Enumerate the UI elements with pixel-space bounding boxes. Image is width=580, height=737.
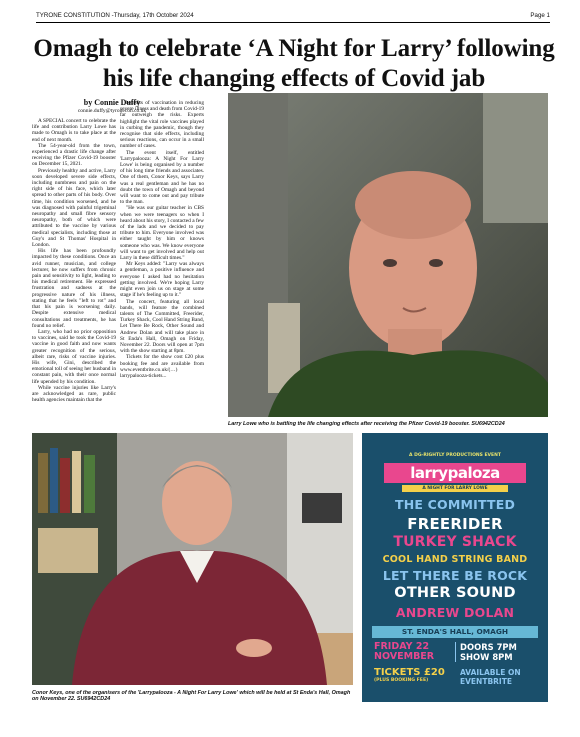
paragraph: Mr Keys added: "Larry was always a gentleman, a positive influence and everyone I asked had no hesitation getting involved. We're hoping Larry might even join us on stage at some stage if he's feeling up to it." bbox=[120, 261, 204, 299]
poster-act: OTHER SOUND bbox=[394, 585, 516, 601]
poster-act: ANDREW DOLAN bbox=[395, 605, 515, 620]
page-header bbox=[36, 10, 550, 23]
poster-act: THE COMMITTED bbox=[394, 497, 516, 512]
conor-keys-photo bbox=[32, 433, 353, 685]
poster-venue: ST. ENDA'S HALL, OMAGH bbox=[372, 626, 538, 638]
poster-date bbox=[374, 642, 450, 662]
poster-divider bbox=[455, 642, 456, 662]
article-column-1 bbox=[32, 118, 116, 420]
headline: Omagh to celebrate ‘A Night for Larry’ following his life changing effects of Covid jab bbox=[33, 35, 555, 92]
paragraph: While vaccine injuries like Larry's are acknowledged as rare, public health agencies maintain that the bbox=[32, 384, 116, 404]
byline-author: by Connie Duffy bbox=[83, 98, 141, 107]
poster-date-month: NOVEMBER bbox=[374, 651, 435, 662]
article-column-2 bbox=[120, 100, 204, 402]
paragraph: His life has been profoundly impacted by these conditions. Once an avid runner, musician, and college lecturer, he now suffers from chronic pain and sensitivity to light, leading to his medical retirement. He expressed frustration and sadness at the progressive nature of his illness, stating that he feels "left to rot" and that his pain is worsening daily. Despite extensive medical consultations and treatments, he has found no relief. bbox=[32, 248, 116, 329]
conor-keys-illustration bbox=[32, 433, 353, 685]
paragraph: Larry, who had no prior opposition to vaccines, said he took the Covid-19 vaccine in good faith and now wants greater recognition of the serious, albeit rare, risks of vaccine injuries. His wife, Gini, described the emotional toll of seeing her husband in constant pain, with their once normal life upended by his condition. bbox=[32, 328, 116, 385]
page-number: Page 1 bbox=[530, 12, 550, 19]
poster-act: TURKEY SHACK bbox=[393, 534, 517, 550]
poster-show-time: SHOW 8PM bbox=[460, 652, 513, 662]
paragraph: Previously healthy and active, Larry soon developed severe side effects, including numbness and pain on the right side of his face, which later spread to other parts of his body. Over time, his condition worsened, and he was diagnosed with painful trigeminal neuropathy and small fibre sensory neuropathy, both of which were attributed to the vaccine by various medical specialists, including those at Guy's and St Thomas' Hospital in London. bbox=[32, 167, 116, 249]
poster-act: COOL HAND STRING BAND bbox=[382, 554, 528, 565]
poster-act: FREERIDER bbox=[407, 515, 503, 533]
poster-eventbrite: EVENTBRITE bbox=[460, 677, 512, 686]
paragraph: The concert, featuring all local bands, will feature the combined talents of The Committed, Freerider, Turkey Shack, Cool Hand String Band, Let There Be Rock, Other Sound and Andrew Dolan and will take place in St Enda's Hall, Omagh on Friday, November 22. Doors will open at 7pm with the show starting at 8pm. bbox=[120, 298, 204, 355]
poster-times bbox=[460, 642, 538, 662]
poster-act: LET THERE BE ROCK bbox=[382, 568, 528, 583]
paragraph: benefits of vaccination in reducing severe illness and death from Covid-19 far outweigh the risks. Experts highlight the vital role vaccines played in curbing the pandemic, though they recognise that side effects, including serious reactions, can occur in a small number of cases. bbox=[120, 100, 204, 150]
poster-tagline: A NIGHT FOR LARRY LOWE bbox=[402, 485, 508, 492]
paragraph: The event itself, entitled 'Larrypalooza: A Night For Larry Lowe' is being organised by a number of his long time friends and associates. One of them, Conor Keys, says Larry was a real gentleman and he has no doubt the town of Omagh and beyond will want to come out and pay tribute to the man. bbox=[120, 149, 204, 206]
publication-date-line: TYRONE CONSTITUTION -Thursday, 17th October 2024 bbox=[36, 12, 194, 19]
paragraph: A SPECIAL concert to celebrate the life and contribution Larry Lowe has made to Omagh is to take place at the end of next month. bbox=[32, 118, 116, 143]
poster-tickets bbox=[374, 667, 454, 684]
poster-ticket-price: TICKETS £20 bbox=[374, 667, 445, 678]
poster-doors-time: DOORS 7PM bbox=[460, 642, 517, 652]
poster-event-label: A DG-RIGHTLY PRODUCTIONS EVENT bbox=[409, 453, 501, 458]
larry-lowe-illustration bbox=[228, 93, 548, 417]
paragraph: "He was our guitar teacher in CBS when we were teenagers so when I heard about his story, I contacted a few of the lads and we decided to pay tribute to him. Everyone involved was either taught by him or knows someone who was. We know everyone will want to get involved and help out Larry in these difficult times." bbox=[120, 205, 204, 262]
paragraph: The 54-year-old from the town, experienced a drastic life change after receiving the Pfizer Covid-19 booster on December 15, 2021. bbox=[32, 142, 116, 168]
poster-booking-fee: (PLUS BOOKING FEE) bbox=[374, 678, 429, 683]
photo-caption-larry: Larry Lowe who is battling the life changing effects after receiving the Pfizer Covid-19 booster. SU6942CD24 bbox=[228, 421, 505, 427]
paragraph: Tickets for the show cost £20 plus booking fee and are available from www.eventbrite.co.uk/(…) larrypalooza-tickets... bbox=[120, 354, 204, 379]
poster-date-day: FRIDAY 22 bbox=[374, 641, 430, 652]
photo-caption-conor: Conor Keys, one of the organisers of the 'Larrypalooza - A Night For Larry Lowe' which will be held at St Enda's Hall, Omagh on November 22. SU6942CD24 bbox=[32, 690, 351, 702]
event-poster bbox=[362, 433, 548, 702]
byline-email: connie.duffy@tyronecon.co.uk bbox=[77, 108, 147, 114]
larry-lowe-photo bbox=[228, 93, 548, 417]
poster-logo: larrypaloza bbox=[384, 463, 526, 483]
poster-available-on: AVAILABLE ON bbox=[460, 668, 521, 677]
poster-availability bbox=[460, 668, 538, 686]
